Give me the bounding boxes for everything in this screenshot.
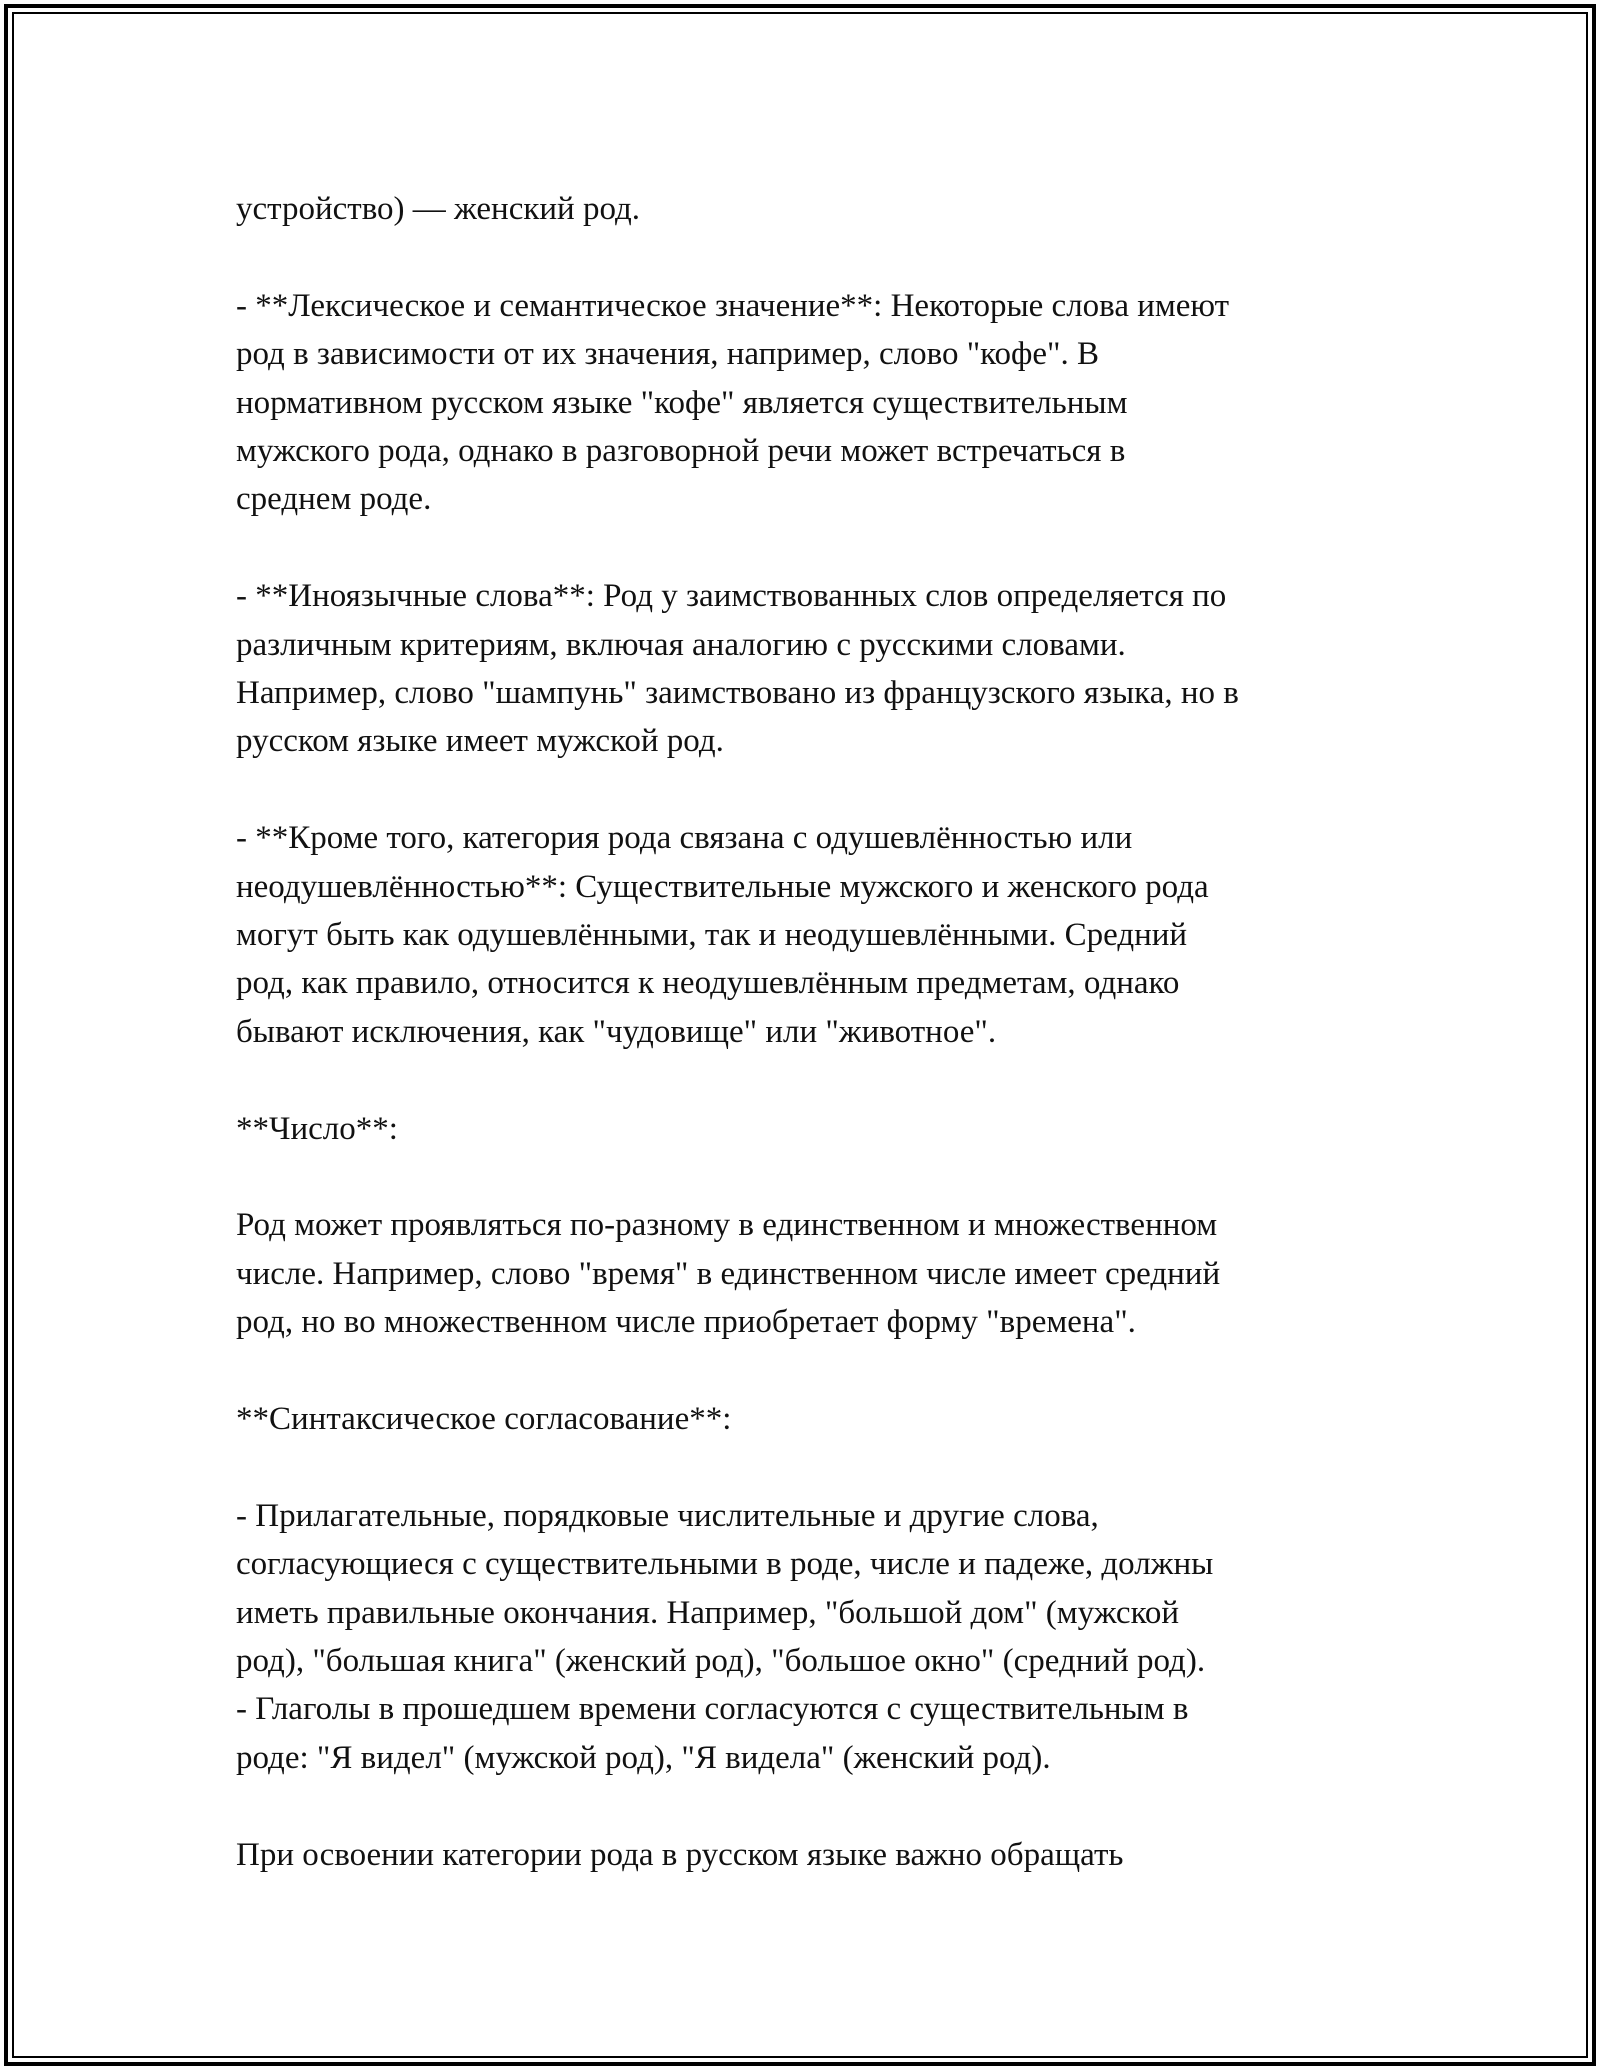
text-line: русском языке имеет мужской род.: [236, 723, 724, 760]
document-body: [236, 185, 1396, 1879]
paragraph-animacy: [236, 814, 1396, 1056]
text-line: род), "большая книга" (женский род), "большое окно" (средний род).: [236, 1643, 1206, 1680]
text-line: - Прилагательные, порядковые числительные и другие слова,: [236, 1497, 1099, 1534]
text-line: род, но во множественном числе приобретает форму "времена".: [236, 1304, 1136, 1341]
text-line: роде: "Я видел" (мужской род), "Я видела" (женский род).: [236, 1739, 1051, 1776]
text-line: **Синтаксическое согласование**:: [236, 1401, 732, 1438]
text-line: Род может проявляться по-разному в единственном и множественном: [236, 1207, 1218, 1244]
paragraph-number: [236, 1201, 1396, 1346]
text-line: нормативном русском языке "кофе" является существительным: [236, 384, 1128, 421]
paragraph-conclusion-start: [236, 1831, 1396, 1879]
text-line: числе. Например, слово "время" в единственном числе имеет средний: [236, 1255, 1221, 1292]
text-line: различным критериям, включая аналогию с русскими словами.: [236, 626, 1126, 663]
text-line: - Глаголы в прошедшем времени согласуются с существительным в: [236, 1691, 1189, 1728]
text-line: могут быть как одушевлёнными, так и неодушевлёнными. Средний: [236, 917, 1188, 954]
paragraph-lexical-meaning: [236, 282, 1396, 524]
heading-syntactic-agreement: [236, 1395, 1396, 1443]
text-line: **Число**:: [236, 1110, 398, 1147]
text-line: мужского рода, однако в разговорной речи может встречаться в: [236, 433, 1126, 470]
text-line: иметь правильные окончания. Например, "большой дом" (мужской: [236, 1594, 1180, 1631]
text-line: - **Лексическое и семантическое значение**: Некоторые слова имеют: [236, 287, 1230, 324]
text-line: устройство) — женский род.: [236, 191, 641, 227]
text-line: неодушевлённостью**: Существительные мужского и женского рода: [236, 868, 1209, 905]
text-line: - **Иноязычные слова**: Род у заимствованных слов определяется по: [236, 578, 1227, 615]
text-line: род в зависимости от их значения, например, слово "кофе". В: [236, 336, 1100, 373]
paragraph-continuation: [236, 185, 1396, 233]
paragraph-foreign-words: [236, 572, 1396, 766]
text-line: - **Кроме того, категория рода связана с одушевлённостью или: [236, 820, 1133, 857]
heading-number: [236, 1105, 1396, 1153]
paragraph-agreement-list: [236, 1492, 1396, 1782]
text-line: При освоении категории рода в русском языке важно обращать: [236, 1836, 1124, 1873]
text-line: среднем роде.: [236, 481, 432, 518]
text-line: согласующиеся с существительными в роде, числе и падеже, должны: [236, 1546, 1214, 1583]
text-line: Например, слово "шампунь" заимствовано из французского языка, но в: [236, 675, 1239, 712]
text-line: род, как правило, относится к неодушевлённым предметам, однако: [236, 965, 1180, 1002]
text-line: бывают исключения, как "чудовище" или "животное".: [236, 1013, 997, 1050]
